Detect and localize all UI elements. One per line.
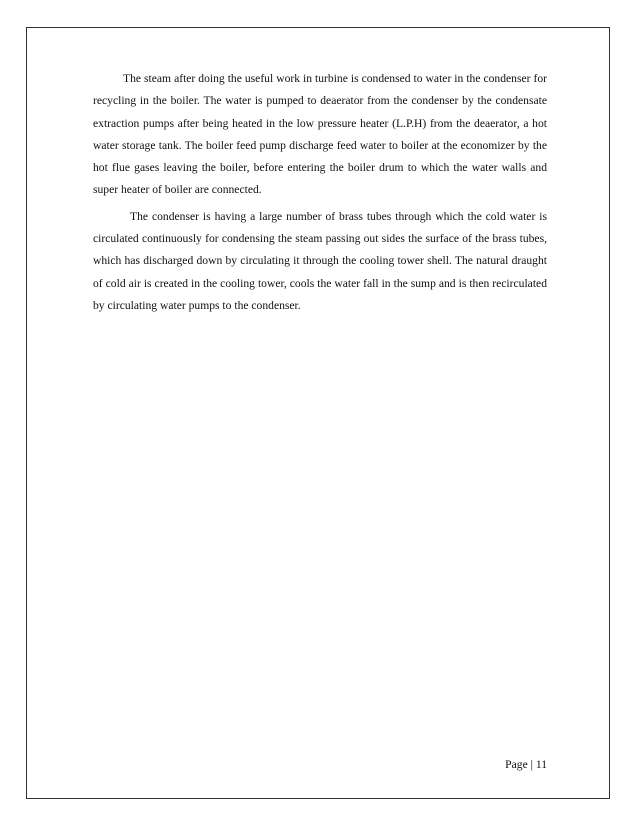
page-number: Page | 11 <box>505 758 547 771</box>
paragraph-steam-cycle: The steam after doing the useful work in turbine is condensed to water in the condenser for recycling in the boiler. The water is pumped to deaerator from the condenser by the condensate extraction pumps after being heated in the low pressure heater (L.P.H) from the deaerator, a hot water storage tank. The boiler feed pump discharge feed water to boiler at the economizer by the hot flue gases leaving the boiler, before entering the boiler drum to which the water walls and super heater of boiler are connected. <box>93 72 547 197</box>
document-body <box>93 68 547 317</box>
paragraph-condenser: The condenser is having a large number of brass tubes through which the cold water is circulated continuously for condensing the steam passing out sides the surface of the brass tubes, which has discharged down by circulating it through the cooling tower shell. The natural draught of cold air is created in the cooling tower, cools the water fall in the sump and is then recirculated by circulating water pumps to the condenser. <box>93 209 547 312</box>
